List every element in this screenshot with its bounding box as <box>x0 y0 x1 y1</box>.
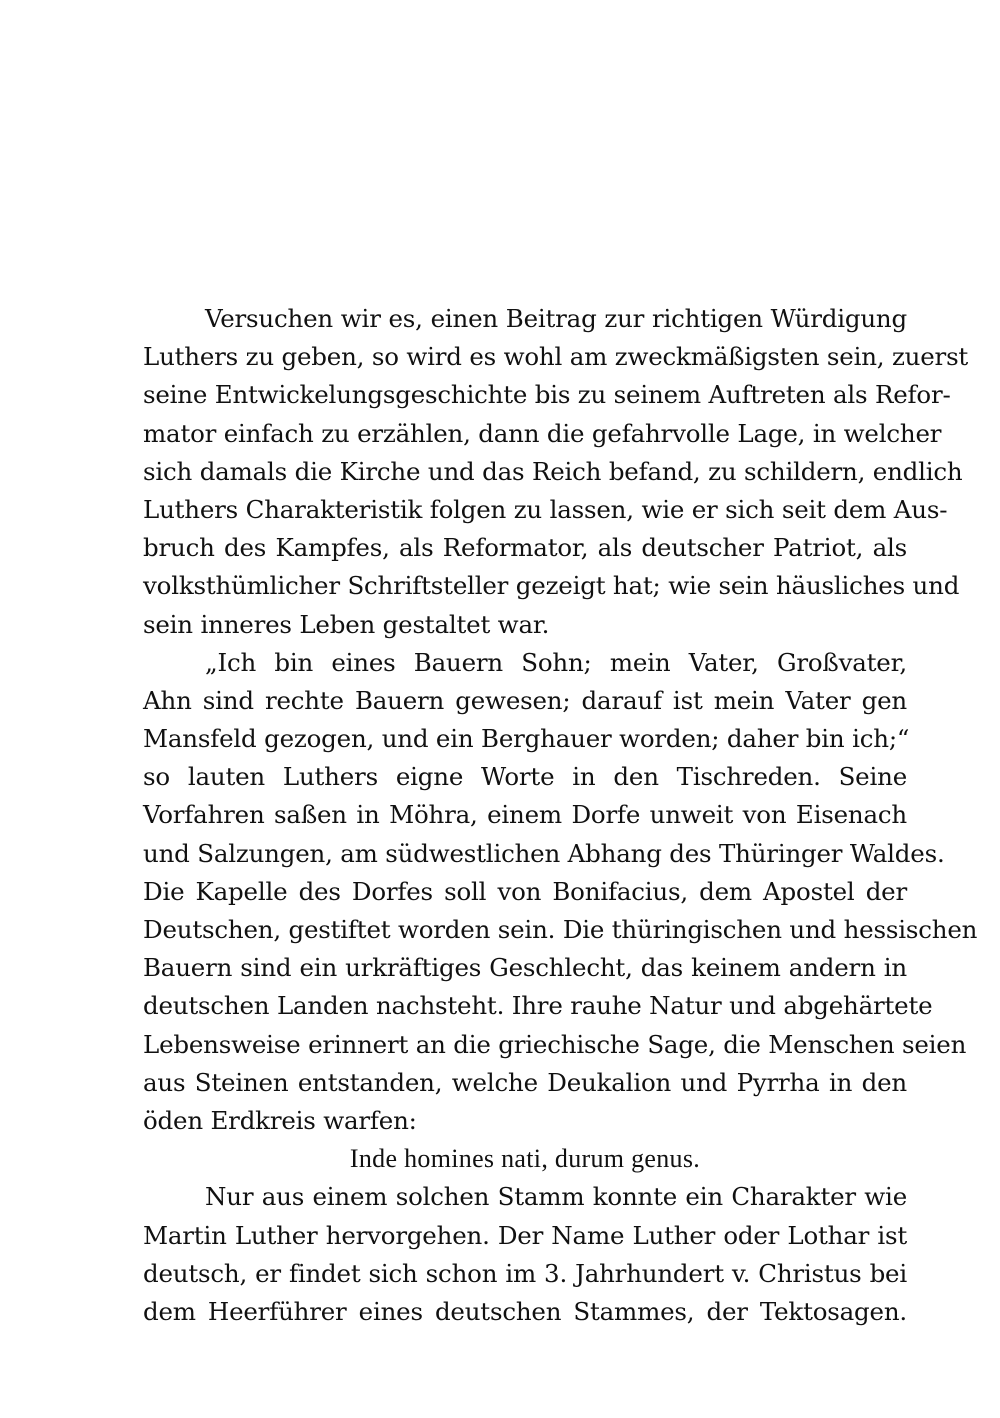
text-line <box>143 338 969 376</box>
text-line <box>143 835 945 873</box>
text-line <box>143 529 907 567</box>
text-line <box>143 911 978 949</box>
line-text: deutsch, er findet sich schon im 3. Jahrhundert v. Christus bei <box>143 1258 907 1288</box>
text-line <box>143 682 907 720</box>
line-text: Nur aus einem solchen Stamm konnte ein Charakter wie <box>205 1182 907 1212</box>
line-text: „Ich bin eines Bauern Sohn; mein Vater, Großvater, <box>205 647 907 677</box>
line-text: und Salzungen, am südwestlichen Abhang des Thüringer Waldes. <box>143 838 945 868</box>
paragraph-ancestry <box>143 644 978 1140</box>
text-line <box>143 415 942 453</box>
line-text: Versuchen wir es, einen Beitrag zur richtigen Würdigung <box>205 304 907 333</box>
line-text: Lebensweise erinnert an die griechische Sage, die Menschen seien <box>143 1029 967 1059</box>
line-text: seine Entwickelungsgeschichte bis zu seinem Auftreten als Refor- <box>143 380 951 410</box>
line-text: dem Heerführer eines deutschen Stammes, der Tektosagen. <box>143 1296 907 1326</box>
line-text: Die Kapelle des Dorfes soll von Bonifacius, dem Apostel der <box>143 876 907 906</box>
paragraph-intro <box>143 300 969 644</box>
line-text: Luthers Charakteristik folgen zu lassen, wie er sich seit dem Aus- <box>143 494 948 524</box>
line-text: Vorfahren saßen in Möhra, einem Dorfe unweit von Eisenach <box>143 800 907 830</box>
text-line <box>143 758 907 796</box>
text-line <box>143 949 907 987</box>
text-line <box>143 1255 907 1293</box>
text-line <box>143 606 907 644</box>
text-line <box>143 1026 967 1064</box>
line-text: volksthümlicher Schriftsteller gezeigt hat; wie sein häusliches und <box>143 571 960 601</box>
line-text: öden Erdkreis warfen: <box>143 1105 417 1135</box>
line-text: aus Steinen entstanden, welche Deukalion und Pyrrha in den <box>143 1067 907 1097</box>
text-line <box>143 644 907 682</box>
text-line <box>143 1064 907 1102</box>
text-line <box>143 720 910 758</box>
line-text: bruch des Kampfes, als Reformator, als deutscher Patriot, als <box>143 533 907 563</box>
text-line <box>143 987 933 1025</box>
text-line <box>143 453 963 491</box>
text-line <box>143 1178 907 1216</box>
paragraph-name-origin <box>143 1178 907 1331</box>
text-line <box>143 1293 907 1331</box>
line-text: Ahn sind rechte Bauern gewesen; darauf ist mein Vater gen <box>143 685 907 715</box>
text-line <box>143 1102 907 1140</box>
line-text: deutschen Landen nachsteht. Ihre rauhe Natur und abgehärtete <box>143 991 933 1021</box>
text-line <box>143 1217 907 1255</box>
line-text: sich damals die Kirche und das Reich befand, zu schildern, endlich <box>143 456 963 486</box>
text-line <box>143 796 907 834</box>
text-line <box>143 873 907 911</box>
text-line <box>143 300 907 338</box>
line-text: Bauern sind ein urkräftiges Geschlecht, das keinem andern in <box>143 953 907 983</box>
body-text <box>143 300 978 1331</box>
line-text: sein inneres Leben gestaltet war. <box>143 609 550 639</box>
line-text: Mansfeld gezogen, und ein Berghauer worden; daher bin ich;“ <box>143 724 910 754</box>
latin-quotation <box>143 1140 907 1178</box>
line-text: so lauten Luthers eigne Worte in den Tischreden. Seine <box>143 762 907 792</box>
line-text: mator einfach zu erzählen, dann die gefahrvolle Lage, in welcher <box>143 418 942 448</box>
text-line <box>143 567 960 605</box>
quote-line <box>143 1140 907 1178</box>
line-text: Martin Luther hervorgehen. Der Name Luther oder Lothar ist <box>143 1220 907 1250</box>
line-text: Luthers zu geben, so wird es wohl am zweckmäßigsten sein, zuerst <box>143 342 969 372</box>
line-text: Deutschen, gestiftet worden sein. Die thüringischen und hessischen <box>143 915 978 944</box>
text-line <box>143 491 948 529</box>
text-line <box>143 376 951 414</box>
quote-text: Inde homines nati, durum genus. <box>349 1144 701 1174</box>
